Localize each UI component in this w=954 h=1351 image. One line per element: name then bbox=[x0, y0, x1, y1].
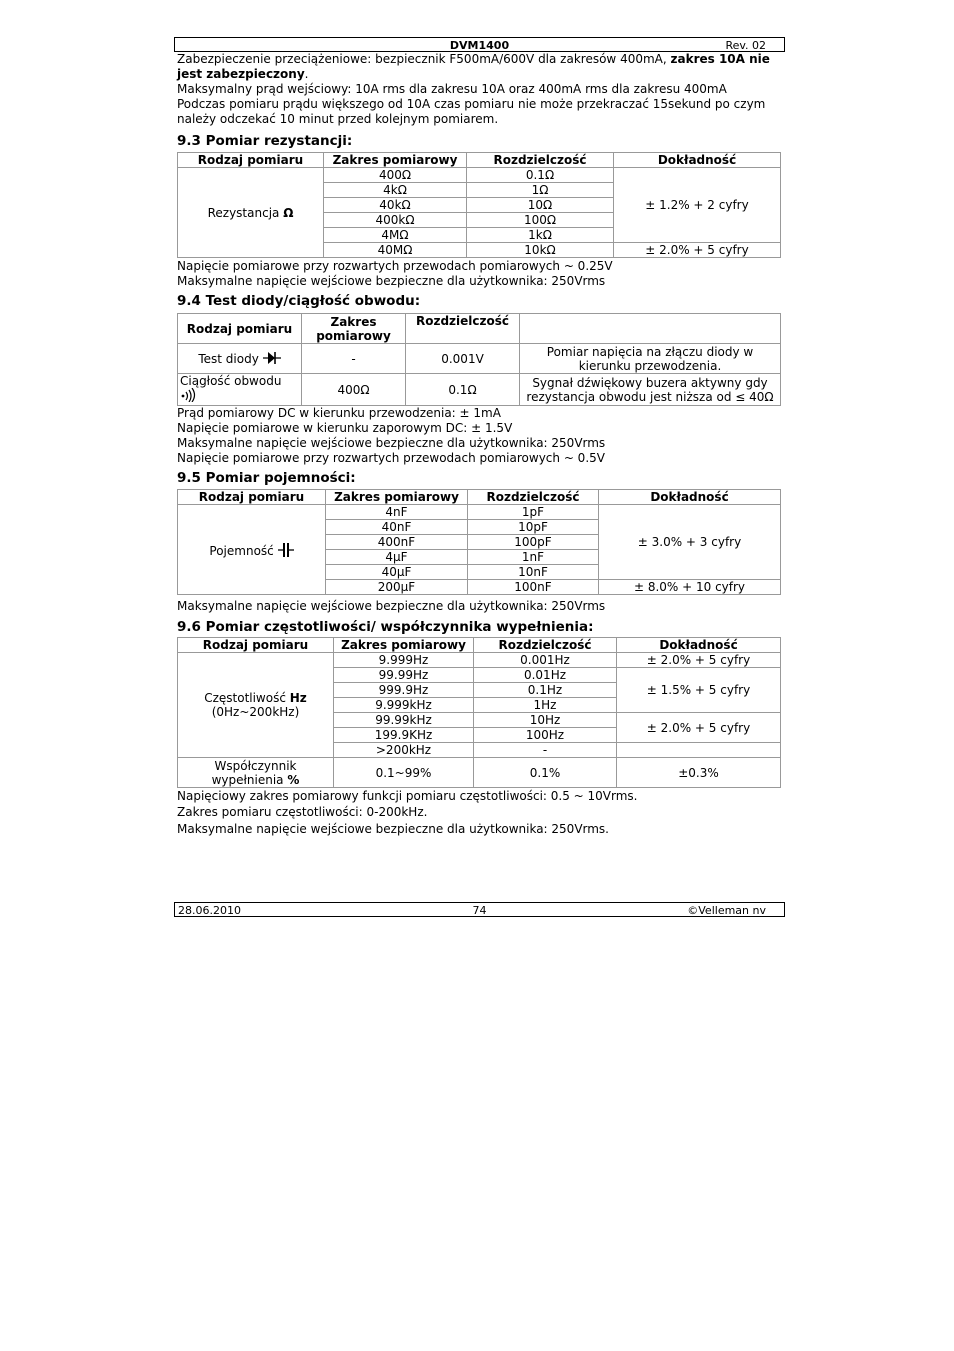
table-row: 99.99kHz 10Hz ± 2.0% + 5 cyfry bbox=[178, 713, 781, 728]
frequency-note-1: Napięciowy zakres pomiarowy funkcji pomiaru częstotliwości: 0.5 ~ 10Vrms. bbox=[177, 789, 638, 803]
section-title-9-4: 9.4 Test diody/ciągłość obwodu: bbox=[177, 293, 421, 309]
resistance-note-1: Napięcie pomiarowe przy rozwartych przewodach pomiarowych ~ 0.25V bbox=[177, 259, 613, 273]
table-row: Współczynnik wypełnienia % 0.1~99% 0.1% ±0.3% bbox=[178, 758, 781, 788]
table-row: 40MΩ 10kΩ ± 2.0% + 5 cyfry bbox=[178, 243, 781, 258]
table-row: 4MΩ 1kΩ bbox=[178, 228, 781, 243]
table-row: Ciągłość obwodu 400Ω 0.1Ω Sygnał dźwiękowy buzera aktywny gdy rezystancja obwodu jest niższa od ≤ 40Ω bbox=[178, 374, 781, 406]
table-row: >200kHz - bbox=[178, 743, 781, 758]
table-row: 40nF 10pF bbox=[178, 520, 781, 535]
intro-paragraph-2: Maksymalny prąd wejściowy: 10A rms dla zakresu 10A oraz 400mA rms dla zakresu 400mA bbox=[177, 82, 727, 96]
table-row: 99.99Hz 0.01Hz ± 1.5% + 5 cyfry bbox=[178, 668, 781, 683]
table-row: Częstotliwość Hz (0Hz~200kHz) 9.999Hz 0.001Hz ± 2.0% + 5 cyfry bbox=[178, 653, 781, 668]
diode-note-1: Prąd pomiarowy DC w kierunku przewodzenia: ± 1mA bbox=[177, 406, 501, 420]
buzzer-icon bbox=[180, 388, 196, 402]
frequency-table bbox=[177, 637, 781, 788]
page-header bbox=[174, 37, 785, 52]
diode-note-4: Napięcie pomiarowe przy rozwartych przewodach pomiarowych ~ 0.5V bbox=[177, 451, 605, 465]
frequency-note-2: Zakres pomiaru częstotliwości: 0-200kHz. bbox=[177, 805, 428, 819]
table-row: 400nF 100pF bbox=[178, 535, 781, 550]
table-header-row: Rodzaj pomiaru Zakres pomiarowy Rozdzielczość Dokładność bbox=[178, 153, 781, 168]
table-row: Rezystancja Ω 400Ω 0.1Ω ± 1.2% + 2 cyfry bbox=[178, 168, 781, 183]
table-row: Pojemność 4nF 1pF ± 3.0% + 3 cyfry bbox=[178, 505, 781, 520]
diode-note-2: Napięcie pomiarowe w kierunku zaporowym DC: ± 1.5V bbox=[177, 421, 513, 435]
header-revision: Rev. 02 bbox=[725, 39, 766, 52]
percent-symbol: % bbox=[287, 772, 300, 787]
resistance-table bbox=[177, 152, 781, 258]
diode-note-3: Maksymalne napięcie wejściowe bezpieczne dla użytkownika: 250Vrms bbox=[177, 436, 606, 450]
header-model: DVM1400 bbox=[449, 39, 510, 52]
table-row: 200µF 100nF ± 8.0% + 10 cyfry bbox=[178, 580, 781, 595]
table-row: 40kΩ 10Ω bbox=[178, 198, 781, 213]
table-row: Test diody - 0.001V Pomiar napięcia na złączu diody w kierunku przewodzenia. bbox=[178, 344, 781, 374]
intro-paragraph-1: Zabezpieczenie przeciążeniowe: bezpiecznik F500mA/600V dla zakresów 400mA, zakres 10A nie jest zabezpieczony. bbox=[177, 52, 770, 81]
table-row: 400kΩ 100Ω bbox=[178, 213, 781, 228]
intro-paragraph-3: Podczas pomiaru prądu większego od 10A czas pomiaru nie może przekraczać 15sekund po czym należy odczekać 10 minut przed kolejnym pomiarem. bbox=[177, 97, 766, 126]
table-header-row: Rodzaj pomiaru Zakres pomiarowy Rozdzielczość Dokładność bbox=[178, 490, 781, 505]
resistance-type-cell: Rezystancja Ω bbox=[178, 168, 324, 258]
page-content bbox=[177, 52, 781, 837]
diode-table bbox=[177, 313, 781, 406]
table-row: 999.9Hz 0.1Hz bbox=[178, 683, 781, 698]
table-row: 40µF 10nF bbox=[178, 565, 781, 580]
footer-copyright: ©Velleman nv bbox=[687, 904, 766, 917]
table-header-row: Rodzaj pomiaru Zakres pomiarowy Rozdzielczość bbox=[178, 314, 781, 344]
capacitor-icon bbox=[278, 542, 294, 558]
table-row: 199.9KHz 100Hz bbox=[178, 728, 781, 743]
capacitance-note: Maksymalne napięcie wejściowe bezpieczne dla użytkownika: 250Vrms bbox=[177, 599, 606, 613]
diode-icon bbox=[263, 351, 281, 365]
footer-page-number: 74 bbox=[472, 904, 487, 917]
capacitance-table bbox=[177, 489, 781, 595]
section-title-9-3: 9.3 Pomiar rezystancji: bbox=[177, 133, 353, 149]
ohm-icon: Ω bbox=[283, 205, 294, 220]
section-title-9-6: 9.6 Pomiar częstotliwości/ współczynnika wypełnienia: bbox=[177, 619, 594, 635]
table-row: 9.999kHz 1Hz bbox=[178, 698, 781, 713]
page-footer bbox=[174, 902, 785, 917]
table-header-row: Rodzaj pomiaru Zakres pomiarowy Rozdzielczość Dokładność bbox=[178, 638, 781, 653]
hz-symbol: Hz bbox=[289, 691, 307, 705]
table-row: 4µF 1nF bbox=[178, 550, 781, 565]
resistance-note-2: Maksymalne napięcie wejściowe bezpieczne dla użytkownika: 250Vrms bbox=[177, 274, 606, 288]
frequency-note-3: Maksymalne napięcie wejściowe bezpieczne dla użytkownika: 250Vrms. bbox=[177, 822, 609, 836]
section-title-9-5: 9.5 Pomiar pojemności: bbox=[177, 470, 356, 486]
table-row: 4kΩ 1Ω bbox=[178, 183, 781, 198]
footer-date: 28.06.2010 bbox=[178, 904, 241, 917]
